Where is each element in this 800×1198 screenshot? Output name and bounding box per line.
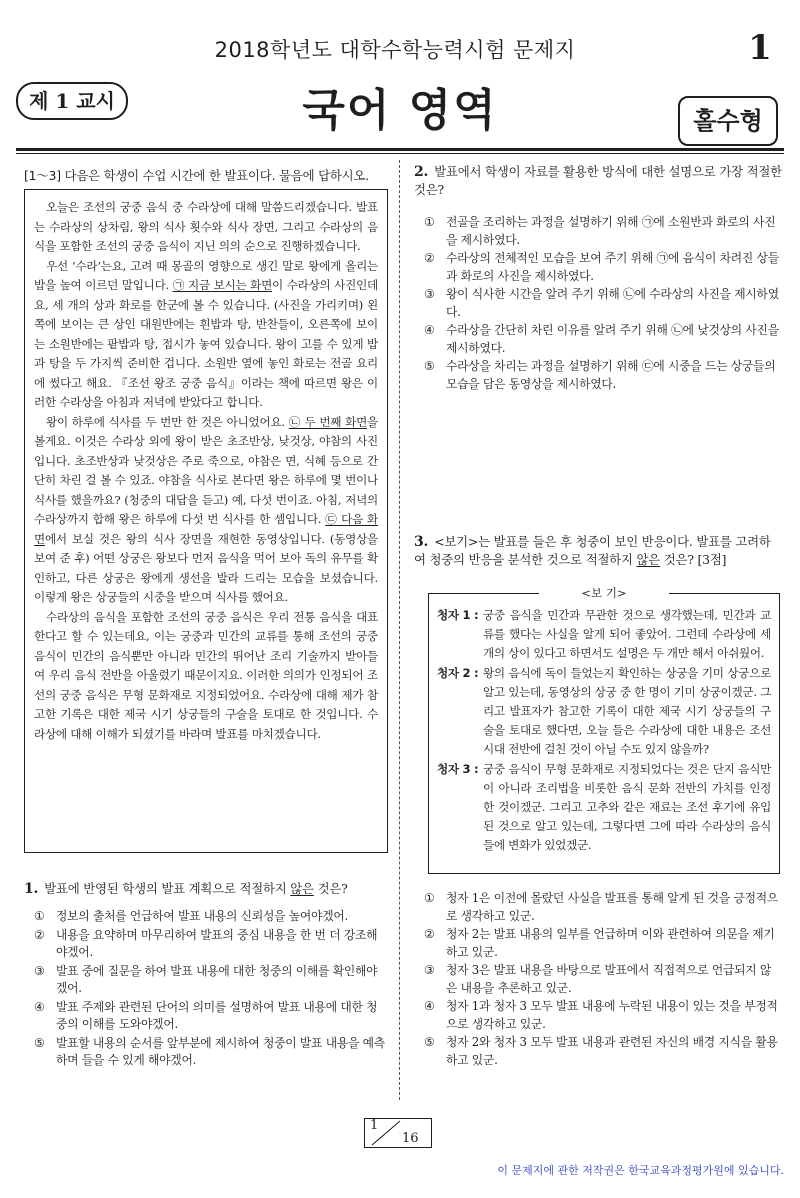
choice-2[interactable]	[34, 927, 388, 962]
choice-text: 발표할 내용의 순서를 앞부분에 제시하여 청중이 발표 내용을 예측하며 들을 수 있게 해야겠어.	[56, 1035, 385, 1067]
choice-text: 청자 1은 이전에 몰랐던 사실을 발표를 통해 알게 된 것을 긍정적으로 생각하고 있군.	[446, 891, 779, 923]
exam-title: 2018학년도 대학수학능력시험 문제지	[214, 38, 576, 62]
choice-text: 수라상을 차리는 과정을 설명하기 위해 ㉢에 시중을 드는 상궁들의 모습을 담은 동영상을 제시하였다.	[446, 359, 776, 391]
column-divider	[399, 160, 400, 1100]
question-3-choices	[424, 890, 780, 1070]
choice-text: 정보의 출처를 언급하여 발표 내용의 신뢰성을 높여야겠어.	[56, 909, 348, 923]
question-text: 발표에 반영된 학생의 발표 계획으로 적절하지	[44, 881, 291, 896]
bogi-listener-1	[437, 606, 771, 664]
choice-number: ⑤	[34, 1035, 45, 1050]
choice-text: 수라상의 전체적인 모습을 보여 주기 위해 ㉠에 음식이 차려진 상들과 화로의 사진을 제시하였다.	[446, 251, 779, 283]
choice-number: ①	[34, 909, 45, 923]
passage-paragraph	[34, 257, 378, 413]
choice-1[interactable]	[424, 214, 780, 249]
choice-number: ②	[34, 927, 45, 942]
choice-2[interactable]	[424, 926, 780, 961]
choice-text: 내용을 요약하며 마무리하여 발표의 중심 내용을 한 번 더 강조해야겠어.	[56, 927, 378, 959]
choice-text: 청자 2는 발표 내용의 일부를 언급하며 이와 관련하여 의문을 제기하고 있군.	[446, 927, 775, 959]
choice-1[interactable]	[424, 890, 780, 925]
choice-4[interactable]	[424, 998, 780, 1033]
bogi-title: <보 기>	[539, 586, 669, 600]
question-3-stem	[414, 533, 782, 569]
choice-number: ④	[424, 323, 435, 337]
copyright-notice: 이 문제지에 관한 저작권은 한국교육과정평가원에 있습니다.	[497, 1164, 784, 1177]
bogi-listener-3	[437, 760, 771, 856]
form-type-badge: 홀수형	[678, 96, 778, 146]
passage-paragraph	[34, 198, 378, 257]
choice-5[interactable]	[424, 1034, 780, 1069]
marker-b: ㉡ 두 번째 화면	[288, 414, 368, 429]
choice-number: ①	[424, 215, 435, 229]
choice-number: ④	[34, 999, 45, 1014]
choice-text: 청자 1과 청자 3 모두 발표 내용에 누락된 내용이 있는 것을 부정적으로 생각하고 있군.	[446, 999, 778, 1031]
passage-box	[24, 189, 388, 853]
choice-3[interactable]	[424, 286, 780, 321]
bogi-text: 궁중 음식이 무형 문화재로 지정되었다는 것은 단지 음식만이 아니라 조리법을 비롯한 음식 문화 전반의 가치를 인정한 것이겠군. 그리고 고추와 같은 재료는 조선 후기에 유입된 것으로 알고 있는데, 그렇다면 그에 따라 수라상의 음식들에 변화가 있었겠군.	[483, 761, 771, 853]
header-rule	[16, 148, 784, 151]
choice-5[interactable]	[34, 1035, 388, 1070]
question-2-choices	[424, 214, 780, 394]
choice-number: ②	[424, 927, 435, 941]
choice-number: ③	[34, 963, 45, 978]
choice-text: 발표 주제와 관련된 단어의 의미를 설명하여 발표 내용에 대한 청중의 이해를 도와야겠어.	[56, 999, 378, 1031]
page-folio	[364, 1118, 432, 1148]
question-emphasis: 않은	[636, 552, 661, 567]
question-number: 1.	[24, 881, 39, 897]
question-text: 것은? [3점]	[660, 552, 727, 567]
passage-paragraph	[34, 608, 378, 745]
choice-number: ⑤	[424, 1035, 435, 1049]
choice-text: 왕이 식사한 시간을 알려 주기 위해 ㉡에 수라상의 사진을 제시하였다.	[446, 287, 779, 319]
question-emphasis: 않은	[290, 881, 314, 896]
choice-text: 청자 2와 청자 3 모두 발표 내용과 관련된 자신의 배경 지식을 활용하고 있군.	[446, 1035, 778, 1067]
header-rule-thin	[16, 153, 784, 154]
choice-number: ④	[424, 999, 435, 1013]
marker-c: ㉢ 다음 화면	[34, 512, 378, 546]
bogi-text: 궁중 음식을 민간과 무관한 것으로 생각했는데, 민간과 교류를 했다는 사실을 알게 되어 좋았어. 그런데 수라상에 세 개의 상이 있다고 하면서도 설명은 두 개만 해서 아쉬웠어.	[483, 608, 771, 661]
passage-text: 에서 보실 것은 왕의 식사 장면을 재현한 동영상입니다. (동영상을 보여 준 후) 어떤 상궁은 왕보다 먼저 음식을 먹어 보아 독의 유무를 확인하고, 다른 상궁은 왕에게 생선을 발라 드리는 모습을 보셨습니다. 이렇게 왕은 상궁들의 시중을 받으며 식사를 했어요.	[34, 531, 378, 604]
set-instruction: [1～3] 다음은 학생이 수업 시간에 한 발표이다. 물음에 답하시오.	[24, 168, 369, 183]
choice-3[interactable]	[34, 963, 388, 998]
session-badge: 제 1 교시	[16, 82, 128, 120]
question-1-choices	[34, 908, 388, 1071]
question-number: 3.	[414, 534, 429, 550]
choice-4[interactable]	[34, 999, 388, 1034]
passage-text: 수라상의 음식을 포함한 조선의 궁중 음식은 우리 전통 음식을 대표한다고 할 수 있는데요, 이는 궁중과 민간의 교류를 통해 조선의 궁중 음식이 민간의 음식뿐만 아니라 민간의 뛰어난 조리 기술까지 받아들여 우리 음식 전반을 아울렀기 때문이지요. 이러한 의의가 인정되어 조선의 궁중 음식은 무형 문화재로 지정되었어요. 수라상에 대해 제가 참고한 기록은 대한 제국 시기 상궁들의 구술을 토대로 한 것입니다. 수라상에 대해 이해가 되셨기를 바라며 발표를 마치겠습니다.	[34, 609, 378, 741]
passage-text: 우선 ‘수라’는요, 고려 때 몽골의 영향으로 생긴 말로 왕에게 올리는 밥을 높여 이르던 말입니다.	[34, 258, 378, 292]
marker-a: ㉠ 지금 보시는 화면	[172, 278, 273, 292]
choice-number: ①	[424, 891, 435, 905]
choice-text: 청자 3은 발표 내용을 바탕으로 발표에서 직접적으로 언급되지 않은 내용을 추론하고 있군.	[446, 963, 772, 995]
passage-text: 왕이 하루에 식사를 두 번만 한 것은 아니었어요.	[46, 414, 289, 429]
bogi-box	[428, 586, 780, 874]
choice-number: ②	[424, 251, 435, 265]
choice-number: ③	[424, 963, 435, 977]
bogi-text: 왕의 음식에 독이 들었는지 확인하는 상궁을 기미 상궁으로 알고 있는데, 동영상의 상궁 중 한 명이 기미 상궁이겠군. 그리고 발표자가 참고한 기록이 대한 제국 시기 상궁들의 구술을 토대로 했다면, 오늘 들은 수라상에 대한 내용은 조선 시대 전반에 걸친 것이 아닐 수도 있지 않을까?	[483, 665, 771, 757]
bogi-listener-2	[437, 664, 771, 760]
question-number: 2.	[414, 164, 429, 180]
choice-2[interactable]	[424, 250, 780, 285]
bogi-speaker: 청자 2 :	[437, 665, 479, 680]
bogi-speaker: 청자 3 :	[437, 761, 479, 776]
choice-number: ⑤	[424, 359, 435, 373]
passage-text: 오늘은 조선의 궁중 음식 중 수라상에 대해 말씀드리겠습니다. 발표는 수라상의 상차림, 왕의 식사 횟수와 식사 장면, 그리고 수라상의 음식을 포함한 조선의 궁중 음식이 지닌 의의 순으로 진행하겠습니다.	[34, 200, 378, 253]
subject-title: 국어 영역	[302, 85, 498, 136]
passage-text: 을 볼게요. 이것은 수라상 외에 왕이 받은 초조반상, 낮것상, 야참의 사진입니다. 초조반상과 낮것상은 주로 죽으로, 야참은 면, 식혜 등으로 간단히 차린 걸 볼 수 있죠. 야참을 식사로 본다면 왕은 하루에 몇 번이나 식사를 했을까요? (청중의 대답을 듣고) 예, 다섯 번이죠. 아침, 저녁의 수라상까지 합해 왕은 하루에 다섯 번 식사를 한 셈입니다.	[34, 414, 378, 526]
question-text: 것은?	[313, 881, 348, 896]
passage-paragraph	[34, 413, 378, 608]
choice-text: 전골을 조리하는 과정을 설명하기 위해 ㉠에 소원반과 화로의 사진을 제시하였다.	[446, 215, 776, 247]
choice-5[interactable]	[424, 358, 780, 393]
folio-total-pages: 16	[402, 1131, 419, 1146]
folio-current-page: 1	[370, 1118, 379, 1133]
passage-text: 이 수라상의 사진인데요, 세 개의 상과 화로를 한군에 볼 수 있습니다. (사진을 가리키며) 왼쪽에 보이는 큰 상인 대원반에는 흰밥과 탕, 반찬들이, 오른쪽에 보이는 소원반에는 팥밥과 탕, 접시가 놓여 있습니다. 왕이 고를 수 있게 밥과 탕을 두 가지씩 준비한 겁니다. 소원반 옆에 놓인 화로는 전골 요리에 썼다고 해요. 『조선 왕조 궁중 음식』이라는 책에 따르면 왕은 이러한 수라상을 아침과 저녁에 받았다고 합니다.	[34, 278, 378, 409]
choice-number: ③	[424, 287, 435, 301]
page-number: 1	[748, 28, 772, 68]
choice-4[interactable]	[424, 322, 780, 357]
choice-3[interactable]	[424, 962, 780, 997]
question-text: 발표에서 학생이 자료를 활용한 방식에 대한 설명으로 가장 적절한 것은?	[414, 164, 782, 197]
choice-text: 발표 중에 질문을 하여 발표 내용에 대한 청중의 이해를 확인해야겠어.	[56, 963, 378, 995]
question-text: <보기>는 발표를 들은 후 청중이 보인 반응이다. 발표를 고려하여 청중의 반응을 분석한 것으로 적절하지	[414, 534, 771, 567]
bogi-speaker: 청자 1 :	[437, 608, 479, 622]
choice-1[interactable]	[34, 908, 388, 926]
choice-text: 수라상을 간단히 차린 이유를 알려 주기 위해 ㉡에 낮것상의 사진을 제시하였다.	[446, 323, 779, 355]
question-2-stem	[414, 163, 782, 199]
question-1-stem	[24, 880, 388, 898]
